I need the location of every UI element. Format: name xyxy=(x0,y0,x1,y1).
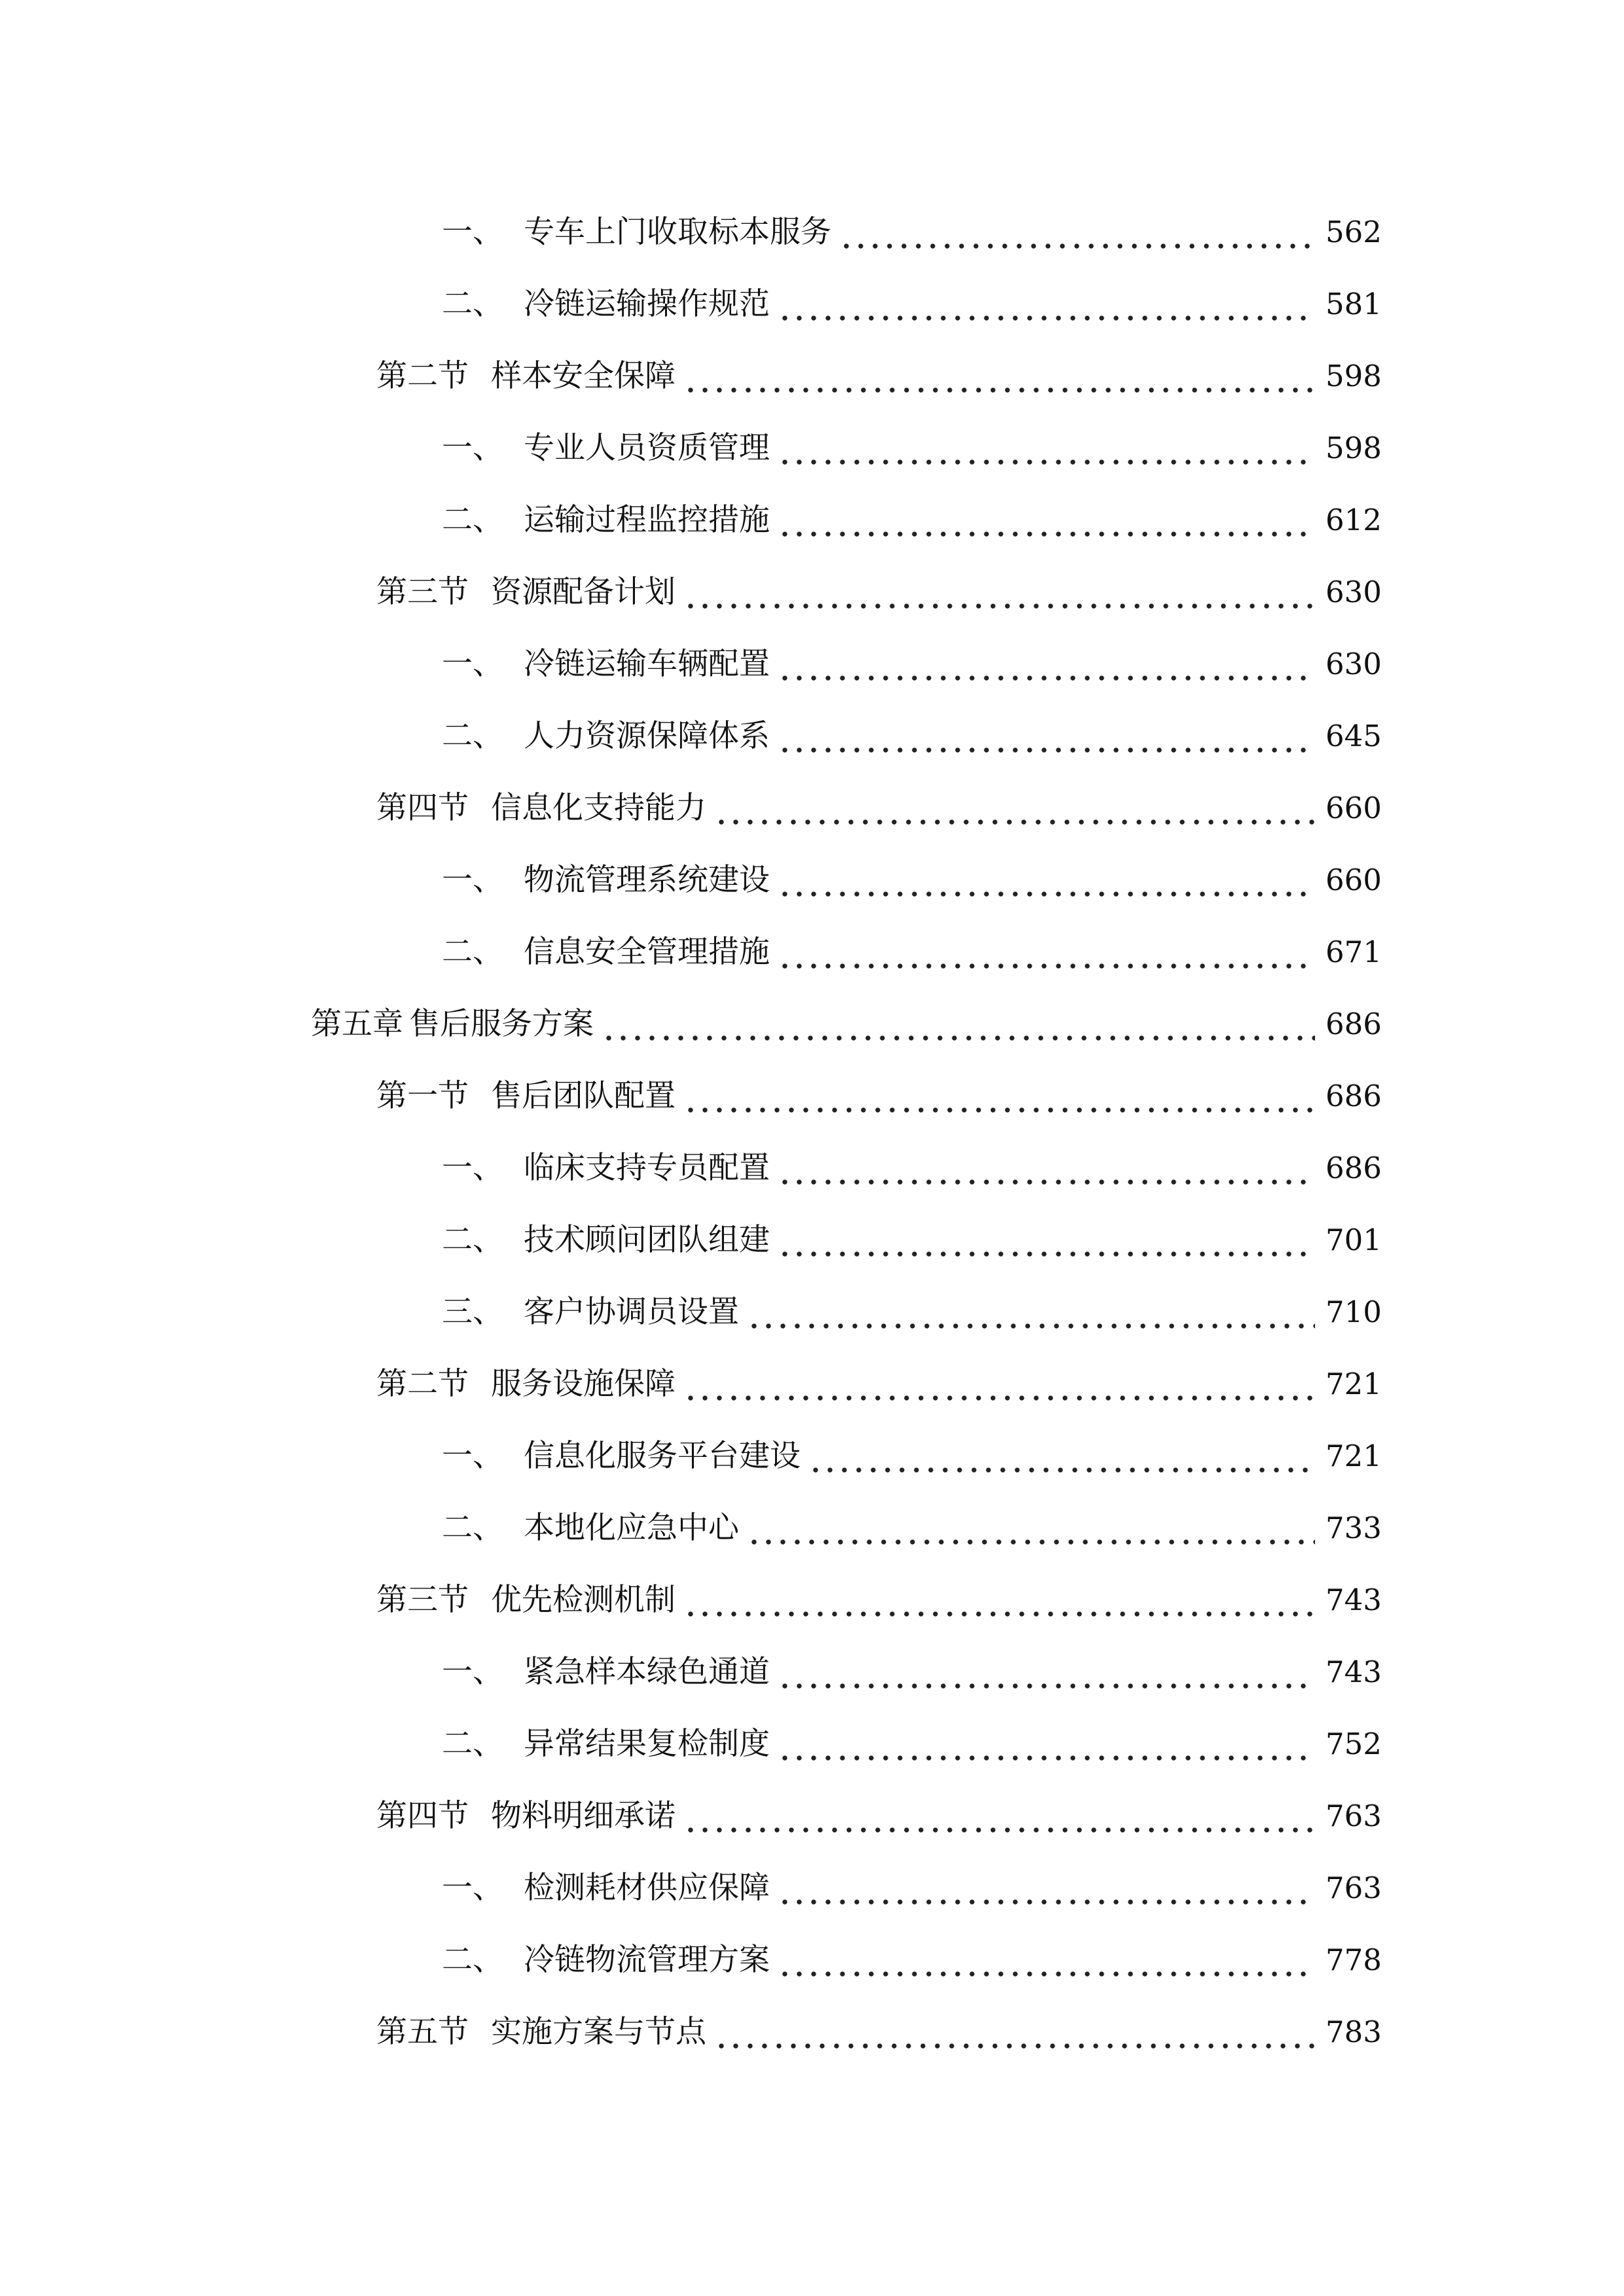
toc-entry-number: 一、 xyxy=(442,1438,503,1474)
toc-entry[interactable] xyxy=(0,1492,1624,1564)
dot-leader xyxy=(778,1939,1315,1982)
toc-entry[interactable] xyxy=(0,1348,1624,1420)
toc-entry-number: 一、 xyxy=(442,1870,503,1906)
toc-entry[interactable] xyxy=(0,484,1624,556)
toc-entry-page: 752 xyxy=(1326,1727,1382,1761)
toc-entry-title: 紧急样本绿色通道 xyxy=(524,1654,770,1690)
toc-entry[interactable] xyxy=(0,916,1624,988)
toc-entry-title: 人力资源保障体系 xyxy=(524,718,770,754)
toc-entry-page: 630 xyxy=(1326,647,1382,681)
toc-entry[interactable] xyxy=(0,1708,1624,1780)
toc-entry-title: 运输过程监控措施 xyxy=(524,502,770,538)
toc-entry-title: 物流管理系统建设 xyxy=(524,862,770,898)
toc-entry-title: 服务设施保障 xyxy=(491,1366,676,1402)
toc-entry-page: 660 xyxy=(1326,791,1382,825)
toc-entry-title: 售后服务方案 xyxy=(409,1006,594,1042)
dot-leader xyxy=(747,1507,1315,1550)
toc-entry[interactable] xyxy=(0,1276,1624,1348)
toc-entry-number: 二、 xyxy=(442,502,503,538)
toc-entry-page: 671 xyxy=(1326,935,1382,969)
dot-leader xyxy=(714,787,1315,830)
toc-entry-page: 686 xyxy=(1326,1007,1382,1041)
toc-entry-title: 信息化服务平台建设 xyxy=(524,1438,801,1474)
toc-entry-page: 733 xyxy=(1326,1511,1382,1545)
toc-entry-number: 一、 xyxy=(442,1150,503,1186)
toc-entry[interactable] xyxy=(0,412,1624,484)
toc-entry-number: 一、 xyxy=(442,646,503,682)
toc-entry-page: 660 xyxy=(1326,863,1382,897)
toc-entry-page: 763 xyxy=(1326,1871,1382,1905)
dot-leader xyxy=(747,1291,1315,1334)
toc-entry-number: 第四节 xyxy=(376,790,469,826)
toc-entry-title: 专车上门收取标本服务 xyxy=(524,214,831,250)
dot-leader xyxy=(808,1435,1315,1478)
dot-leader xyxy=(683,1579,1315,1622)
toc-entry-title: 实施方案与节点 xyxy=(491,2014,706,2050)
toc-entry-number: 一、 xyxy=(442,214,503,250)
toc-entry-number: 第一节 xyxy=(376,1078,469,1114)
toc-entry-title: 专业人员资质管理 xyxy=(524,430,770,466)
toc-entry-number: 第五章 xyxy=(311,1006,403,1042)
toc-entry[interactable] xyxy=(0,1204,1624,1276)
toc-entry-page: 686 xyxy=(1326,1079,1382,1113)
toc-entry-title: 异常结果复检制度 xyxy=(524,1726,770,1762)
toc-entry-title: 检测耗材供应保障 xyxy=(524,1870,770,1906)
dot-leader xyxy=(778,1867,1315,1910)
toc-entry-number: 一、 xyxy=(442,430,503,466)
dot-leader xyxy=(683,355,1315,398)
toc-entry[interactable] xyxy=(0,628,1624,700)
toc-entry-title: 冷链运输操作规范 xyxy=(524,286,770,322)
toc-entry-title: 售后团队配置 xyxy=(491,1078,676,1114)
toc-entry-page: 763 xyxy=(1326,1799,1382,1833)
dot-leader xyxy=(778,1723,1315,1766)
dot-leader xyxy=(778,1147,1315,1190)
toc-entry-title: 信息化支持能力 xyxy=(491,790,706,826)
dot-leader xyxy=(683,571,1315,614)
dot-leader xyxy=(778,643,1315,686)
toc-entry-number: 三、 xyxy=(442,1294,503,1330)
toc-entry-title: 优先检测机制 xyxy=(491,1582,676,1618)
toc-entry-title: 临床支持专员配置 xyxy=(524,1150,770,1186)
dot-leader xyxy=(683,1075,1315,1118)
toc-entry-number: 二、 xyxy=(442,1510,503,1546)
toc-entry-page: 598 xyxy=(1326,359,1382,393)
toc-entry[interactable] xyxy=(0,700,1624,772)
toc-entry[interactable] xyxy=(0,1780,1624,1852)
dot-leader xyxy=(778,931,1315,974)
dot-leader xyxy=(683,1795,1315,1838)
toc-entry-title: 技术顾问团队组建 xyxy=(524,1222,770,1258)
dot-leader xyxy=(778,499,1315,542)
toc-entry-title: 冷链物流管理方案 xyxy=(524,1942,770,1978)
dot-leader xyxy=(714,2011,1315,2054)
toc-entry-page: 743 xyxy=(1326,1583,1382,1617)
toc-entry[interactable] xyxy=(0,1132,1624,1204)
toc-entry-page: 721 xyxy=(1326,1367,1382,1401)
toc-entry-number: 一、 xyxy=(442,862,503,898)
toc-entry[interactable] xyxy=(0,988,1624,1060)
toc-entry-number: 二、 xyxy=(442,1222,503,1258)
toc-entry-page: 701 xyxy=(1326,1223,1382,1257)
toc-entry-number: 第三节 xyxy=(376,1582,469,1618)
toc-entry[interactable] xyxy=(0,556,1624,628)
toc-entry-page: 562 xyxy=(1326,215,1382,249)
toc-entry-title: 本地化应急中心 xyxy=(524,1510,739,1546)
toc-entry-number: 第二节 xyxy=(376,358,469,394)
toc-entry-page: 581 xyxy=(1326,287,1382,321)
toc-entry[interactable] xyxy=(0,1060,1624,1132)
toc-entry-number: 二、 xyxy=(442,286,503,322)
toc-entry-number: 第二节 xyxy=(376,1366,469,1402)
dot-leader xyxy=(778,715,1315,758)
toc-entry[interactable] xyxy=(0,1996,1624,2068)
dot-leader xyxy=(778,283,1315,326)
toc-entry-number: 一、 xyxy=(442,1654,503,1690)
dot-leader xyxy=(778,427,1315,470)
toc-entry[interactable] xyxy=(0,1420,1624,1492)
toc-entry-number: 二、 xyxy=(442,1942,503,1978)
toc-entry-title: 冷链运输车辆配置 xyxy=(524,646,770,682)
toc-entry[interactable] xyxy=(0,772,1624,844)
dot-leader xyxy=(683,1363,1315,1406)
toc-entry-page: 598 xyxy=(1326,431,1382,465)
toc-entry-number: 二、 xyxy=(442,718,503,754)
toc-entry[interactable] xyxy=(0,1636,1624,1708)
dot-leader xyxy=(778,1219,1315,1262)
toc-entry[interactable] xyxy=(0,268,1624,340)
toc-entry-number: 第五节 xyxy=(376,2014,469,2050)
dot-leader xyxy=(778,859,1315,902)
toc-entry[interactable] xyxy=(0,196,1624,268)
toc-entry-number: 二、 xyxy=(442,1726,503,1762)
dot-leader xyxy=(778,1651,1315,1694)
toc-entry-title: 物料明细承诺 xyxy=(491,1798,676,1834)
toc-entry-title: 资源配备计划 xyxy=(491,574,676,610)
table-of-contents xyxy=(0,196,1624,2068)
dot-leader xyxy=(602,1003,1315,1046)
toc-entry-number: 第三节 xyxy=(376,574,469,610)
toc-entry-page: 710 xyxy=(1326,1295,1382,1329)
toc-entry-page: 743 xyxy=(1326,1655,1382,1689)
toc-entry-number: 第四节 xyxy=(376,1798,469,1834)
toc-entry-page: 645 xyxy=(1326,719,1382,753)
toc-entry-page: 612 xyxy=(1326,503,1382,537)
toc-entry[interactable] xyxy=(0,1852,1624,1924)
toc-entry[interactable] xyxy=(0,1564,1624,1636)
toc-entry-page: 630 xyxy=(1326,575,1382,609)
toc-entry-title: 客户协调员设置 xyxy=(524,1294,739,1330)
toc-entry-page: 721 xyxy=(1326,1439,1382,1473)
toc-entry[interactable] xyxy=(0,340,1624,412)
toc-entry-title: 信息安全管理措施 xyxy=(524,934,770,970)
toc-entry-title: 样本安全保障 xyxy=(491,358,676,394)
toc-entry-number: 二、 xyxy=(442,934,503,970)
dot-leader xyxy=(839,211,1315,254)
toc-entry[interactable] xyxy=(0,844,1624,916)
toc-entry-page: 686 xyxy=(1326,1151,1382,1185)
toc-entry-page: 783 xyxy=(1326,2015,1382,2049)
toc-entry-page: 778 xyxy=(1326,1943,1382,1977)
toc-entry[interactable] xyxy=(0,1924,1624,1996)
